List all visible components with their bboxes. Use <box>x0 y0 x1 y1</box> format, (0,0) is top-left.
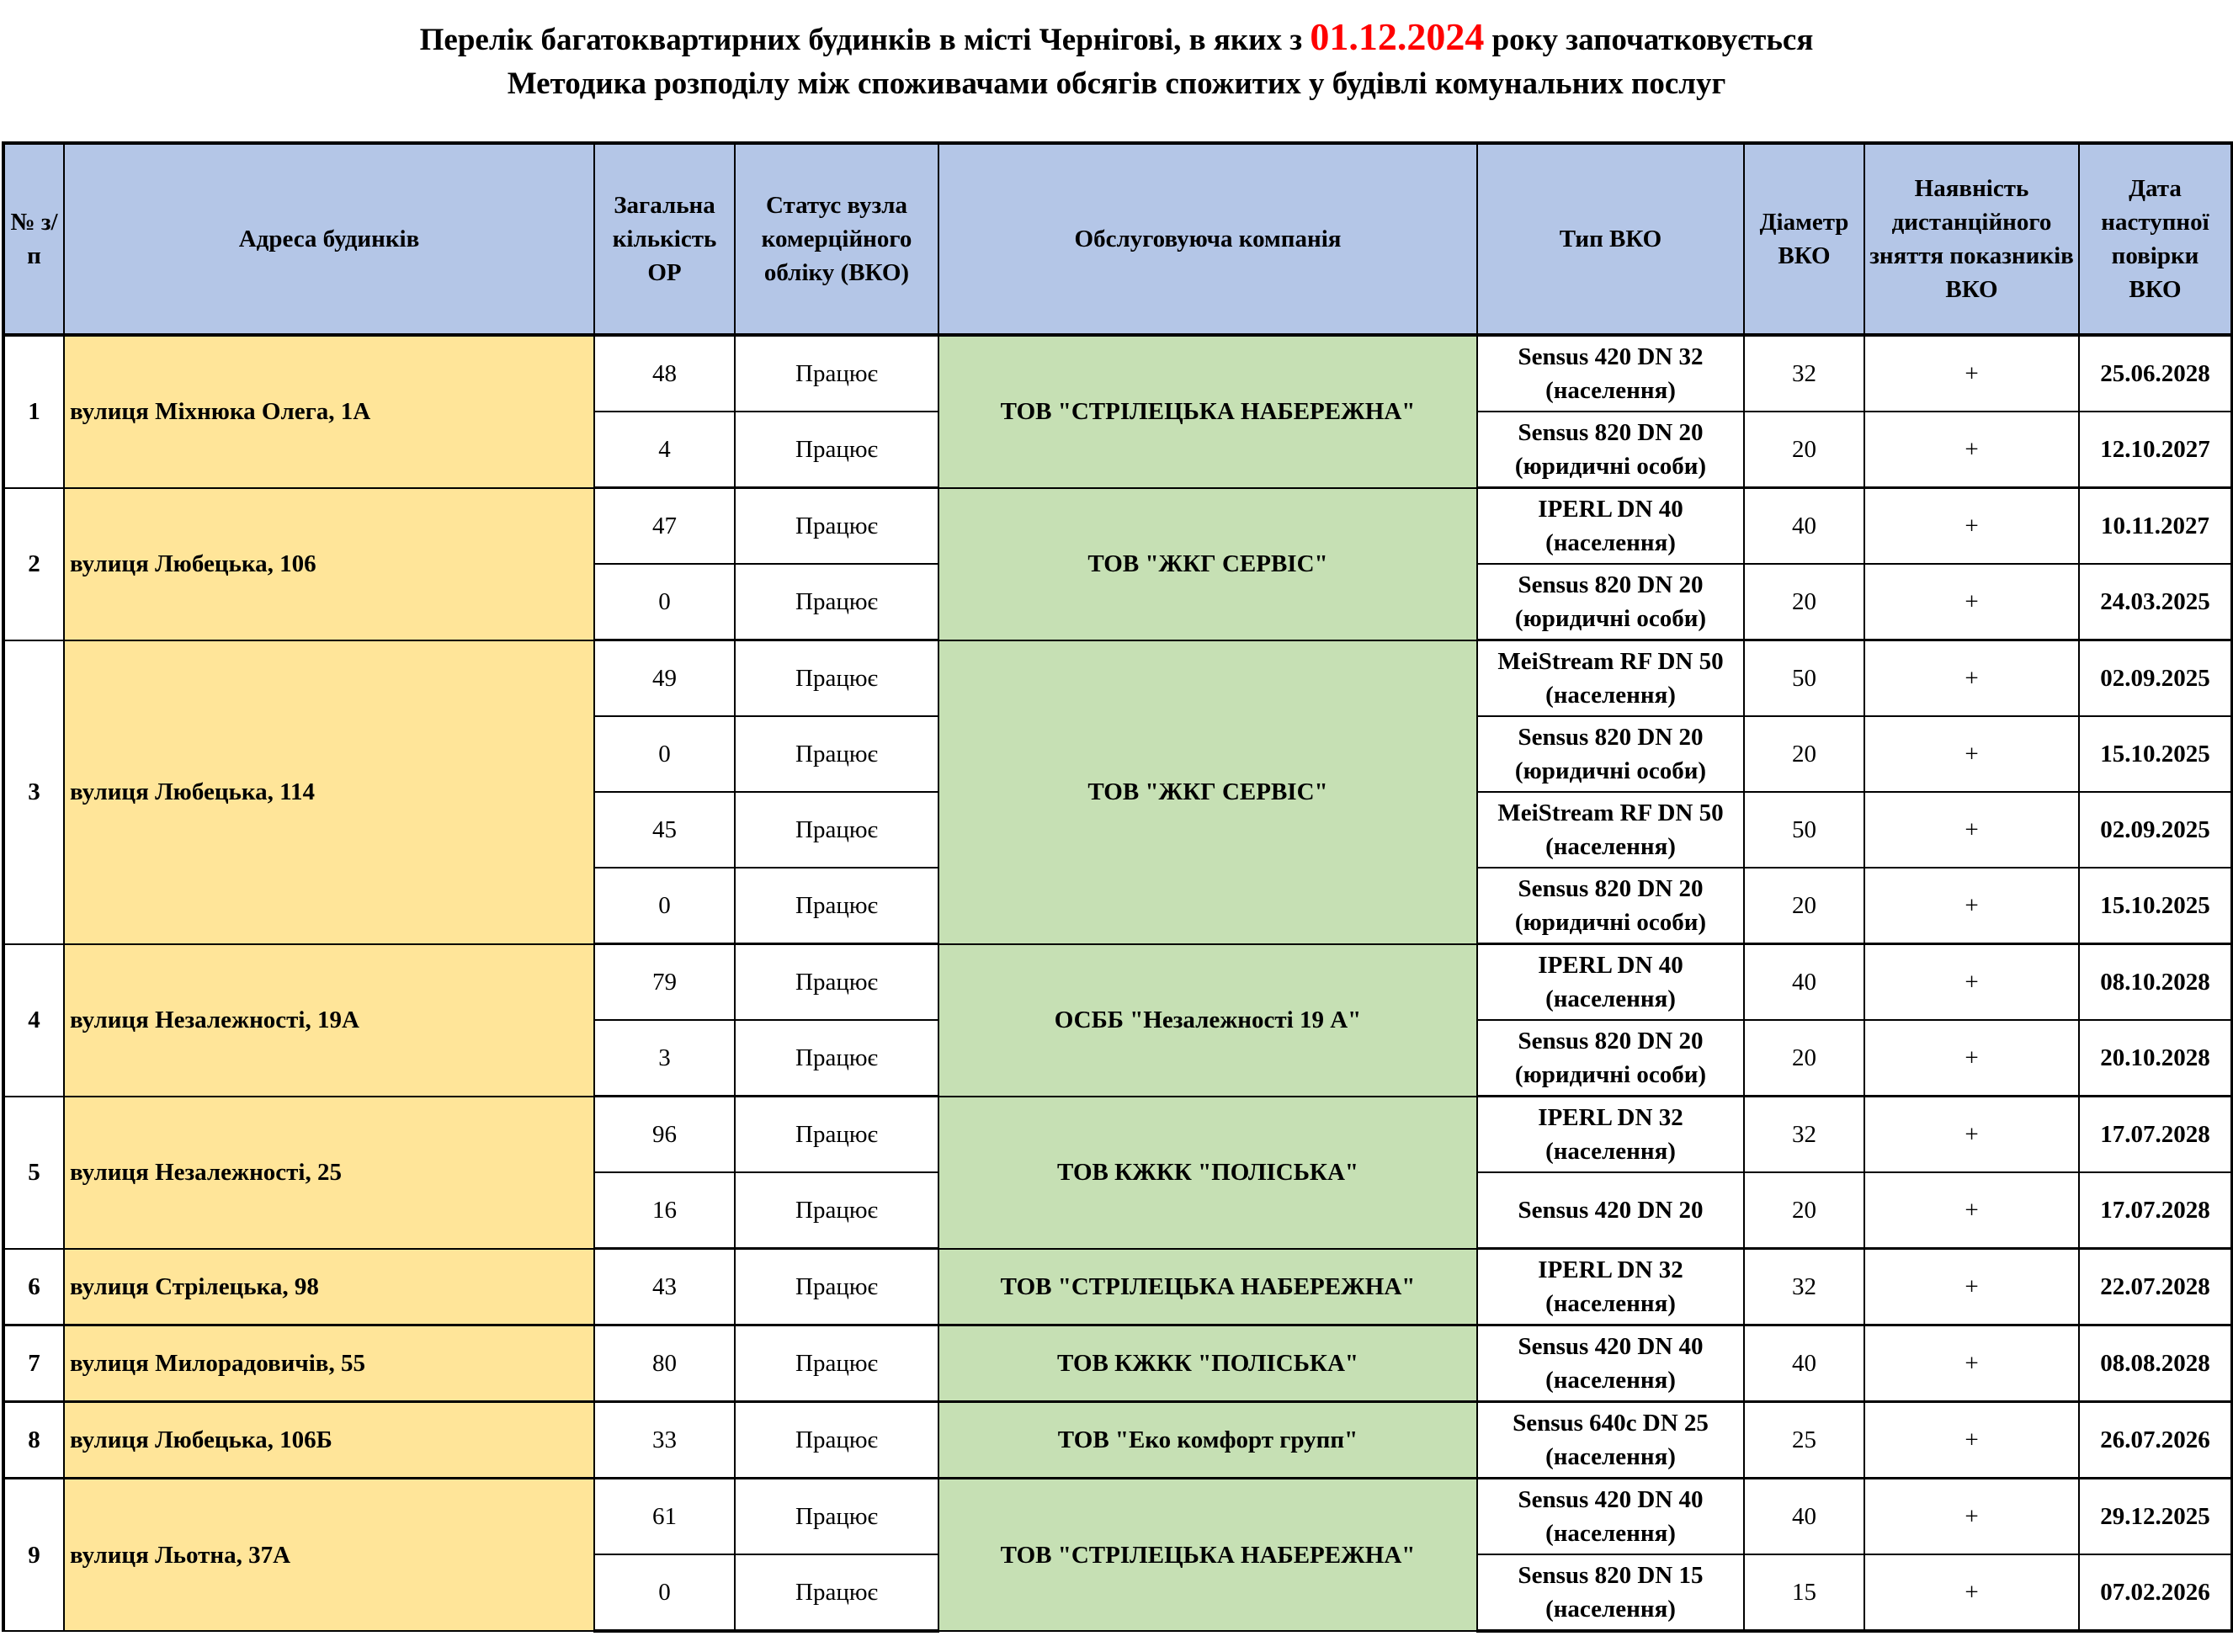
meter-diameter: 25 <box>1744 1402 1864 1479</box>
remote-reading: + <box>1864 640 2079 717</box>
remote-reading: + <box>1864 944 2079 1021</box>
meter-diameter: 40 <box>1744 944 1864 1021</box>
table-body <box>3 335 2232 1631</box>
remote-reading: + <box>1864 335 2079 412</box>
or-count: 4 <box>594 412 735 488</box>
table-row <box>3 1325 2232 1402</box>
meter-type <box>1477 1249 1744 1325</box>
meter-diameter: 20 <box>1744 1020 1864 1097</box>
next-check-date: 29.12.2025 <box>2079 1479 2232 1555</box>
header-status: Статус вузла комерційного обліку (ВКО) <box>735 143 938 335</box>
meter-status: Працює <box>735 488 938 565</box>
meter-status: Працює <box>735 792 938 868</box>
meter-status: Працює <box>735 1479 938 1555</box>
meter-type-model: Sensus 420 DN 40 <box>1518 1333 1704 1360</box>
remote-reading: + <box>1864 868 2079 944</box>
meter-type <box>1477 1402 1744 1479</box>
meter-type-model: Sensus 420 DN 40 <box>1518 1486 1704 1513</box>
row-number: 4 <box>3 944 64 1097</box>
meter-type <box>1477 640 1744 717</box>
next-check-date: 08.10.2028 <box>2079 944 2232 1021</box>
meter-type <box>1477 1097 1744 1173</box>
meter-type-model: Sensus 420 DN 20 <box>1518 1197 1704 1224</box>
remote-reading: + <box>1864 564 2079 640</box>
meter-status: Працює <box>735 716 938 792</box>
row-number: 8 <box>3 1402 64 1479</box>
meter-type <box>1477 488 1744 565</box>
meter-diameter: 20 <box>1744 1172 1864 1249</box>
row-number: 5 <box>3 1097 64 1249</box>
building-address: вулиця Стрілецька, 98 <box>64 1249 594 1325</box>
meter-type-note: (юридичні особи) <box>1514 909 1707 936</box>
meter-diameter: 32 <box>1744 1097 1864 1173</box>
row-number: 7 <box>3 1325 64 1402</box>
or-count: 49 <box>594 640 735 717</box>
remote-reading: + <box>1864 1172 2079 1249</box>
meter-status: Працює <box>735 868 938 944</box>
meter-type-note: (населення) <box>1545 1367 1676 1394</box>
meter-type-note: (населення) <box>1545 1520 1676 1547</box>
building-address: вулиця Любецька, 106Б <box>64 1402 594 1479</box>
meter-status: Працює <box>735 335 938 412</box>
building-address: вулиця Міхнюка Олега, 1А <box>64 335 594 488</box>
meter-diameter: 20 <box>1744 868 1864 944</box>
building-address: вулиця Незалежності, 25 <box>64 1097 594 1249</box>
title-text-before: Перелік багатоквартирних будинків в місті Чернігові, в яких з <box>419 23 1311 57</box>
meter-type-note: (населення) <box>1545 529 1676 556</box>
next-check-date: 25.06.2028 <box>2079 335 2232 412</box>
meter-diameter: 20 <box>1744 564 1864 640</box>
title-line-1 <box>0 15 2233 62</box>
header-or-count: Загальна кількість ОР <box>594 143 735 335</box>
next-check-date: 07.02.2026 <box>2079 1554 2232 1631</box>
meter-type <box>1477 1172 1744 1249</box>
or-count: 33 <box>594 1402 735 1479</box>
or-count: 0 <box>594 1554 735 1631</box>
meter-status: Працює <box>735 1249 938 1325</box>
or-count: 47 <box>594 488 735 565</box>
meter-diameter: 50 <box>1744 640 1864 717</box>
meter-status: Працює <box>735 944 938 1021</box>
remote-reading: + <box>1864 1402 2079 1479</box>
meter-status: Працює <box>735 1020 938 1097</box>
remote-reading: + <box>1864 1097 2079 1173</box>
or-count: 48 <box>594 335 735 412</box>
meter-diameter: 50 <box>1744 792 1864 868</box>
meter-type-model: Sensus 820 DN 20 <box>1518 1028 1704 1054</box>
header-diameter: Діаметр ВКО <box>1744 143 1864 335</box>
meter-diameter: 32 <box>1744 335 1864 412</box>
service-company: ТОВ "ЖКГ СЕРВІС" <box>938 640 1477 944</box>
table-row <box>3 1402 2232 1479</box>
remote-reading: + <box>1864 1479 2079 1555</box>
meter-type-model: Sensus 640c DN 25 <box>1513 1410 1709 1437</box>
table-row <box>3 335 2232 412</box>
remote-reading: + <box>1864 1554 2079 1631</box>
next-check-date: 08.08.2028 <box>2079 1325 2232 1402</box>
meter-type <box>1477 1325 1744 1402</box>
meter-type <box>1477 1479 1744 1555</box>
meter-status: Працює <box>735 1554 938 1631</box>
buildings-table <box>2 141 2233 1633</box>
row-number: 2 <box>3 488 64 640</box>
remote-reading: + <box>1864 1249 2079 1325</box>
or-count: 0 <box>594 868 735 944</box>
meter-type-model: Sensus 820 DN 20 <box>1518 571 1704 598</box>
meter-type-model: IPERL DN 32 <box>1538 1104 1683 1131</box>
remote-reading: + <box>1864 1020 2079 1097</box>
meter-type-model: MeiStream RF DN 50 <box>1497 799 1724 826</box>
next-check-date: 15.10.2025 <box>2079 716 2232 792</box>
meter-type <box>1477 412 1744 488</box>
remote-reading: + <box>1864 1325 2079 1402</box>
meter-status: Працює <box>735 412 938 488</box>
table-row <box>3 1097 2232 1173</box>
meter-diameter: 15 <box>1744 1554 1864 1631</box>
building-address: вулиця Любецька, 106 <box>64 488 594 640</box>
meter-type-model: IPERL DN 40 <box>1538 952 1683 979</box>
header-number: № з/п <box>3 143 64 335</box>
service-company: ТОВ КЖКК "ПОЛІСЬКА" <box>938 1097 1477 1249</box>
or-count: 3 <box>594 1020 735 1097</box>
meter-type-note: (населення) <box>1545 1596 1676 1623</box>
meter-type-note: (населення) <box>1545 1138 1676 1165</box>
header-next-check-date: Дата наступної повірки ВКО <box>2079 143 2232 335</box>
row-number: 6 <box>3 1249 64 1325</box>
table-row <box>3 1249 2232 1325</box>
or-count: 16 <box>594 1172 735 1249</box>
or-count: 0 <box>594 564 735 640</box>
meter-type-note: (юридичні особи) <box>1514 757 1707 784</box>
meter-type <box>1477 944 1744 1021</box>
meter-type-note: (юридичні особи) <box>1514 1061 1707 1088</box>
meter-type-model: MeiStream RF DN 50 <box>1497 648 1724 675</box>
service-company: ТОВ КЖКК "ПОЛІСЬКА" <box>938 1325 1477 1402</box>
meter-type-model: Sensus 420 DN 32 <box>1518 343 1704 370</box>
next-check-date: 15.10.2025 <box>2079 868 2232 944</box>
meter-type-model: IPERL DN 40 <box>1538 496 1683 523</box>
table-row <box>3 640 2232 717</box>
meter-type-model: IPERL DN 32 <box>1538 1256 1683 1283</box>
meter-type-note: (населення) <box>1545 377 1676 404</box>
meter-type <box>1477 335 1744 412</box>
meter-type-model: Sensus 820 DN 15 <box>1518 1562 1704 1589</box>
title-date: 01.12.2024 <box>1310 15 1485 58</box>
meter-diameter: 40 <box>1744 1479 1864 1555</box>
next-check-date: 02.09.2025 <box>2079 792 2232 868</box>
building-address: вулиця Любецька, 114 <box>64 640 594 944</box>
row-number: 3 <box>3 640 64 944</box>
or-count: 80 <box>594 1325 735 1402</box>
service-company: ТОВ "ЖКГ СЕРВІС" <box>938 488 1477 640</box>
meter-type <box>1477 792 1744 868</box>
title-line-2: Методика розподілу між споживачами обсягів спожитих у будівлі комунальних послуг <box>507 66 1726 101</box>
document-title <box>0 15 2233 106</box>
meter-diameter: 40 <box>1744 1325 1864 1402</box>
header-address: Адреса будинків <box>64 143 594 335</box>
building-address: вулиця Незалежності, 19А <box>64 944 594 1097</box>
table-row <box>3 1479 2232 1555</box>
next-check-date: 12.10.2027 <box>2079 412 2232 488</box>
meter-status: Працює <box>735 1325 938 1402</box>
meter-diameter: 20 <box>1744 412 1864 488</box>
meter-type-model: Sensus 820 DN 20 <box>1518 875 1704 902</box>
or-count: 45 <box>594 792 735 868</box>
meter-diameter: 40 <box>1744 488 1864 565</box>
meter-type <box>1477 868 1744 944</box>
header-remote-reading: Наявність дистанційного зняття показників ВКО <box>1864 143 2079 335</box>
next-check-date: 10.11.2027 <box>2079 488 2232 565</box>
meter-type <box>1477 1554 1744 1631</box>
table-row <box>3 488 2232 565</box>
meter-type-note: (населення) <box>1545 1290 1676 1317</box>
table-header-row <box>3 143 2232 335</box>
or-count: 79 <box>594 944 735 1021</box>
meter-type-model: Sensus 820 DN 20 <box>1518 419 1704 446</box>
meter-type-note: (населення) <box>1545 833 1676 860</box>
meter-diameter: 20 <box>1744 716 1864 792</box>
meter-type <box>1477 716 1744 792</box>
table-row <box>3 944 2232 1021</box>
next-check-date: 02.09.2025 <box>2079 640 2232 717</box>
meter-type-note: (населення) <box>1545 682 1676 709</box>
building-address: вулиця Льотна, 37А <box>64 1479 594 1632</box>
service-company: ТОВ "СТРІЛЕЦЬКА НАБЕРЕЖНА" <box>938 1249 1477 1325</box>
row-number: 9 <box>3 1479 64 1632</box>
meter-status: Працює <box>735 564 938 640</box>
or-count: 43 <box>594 1249 735 1325</box>
next-check-date: 20.10.2028 <box>2079 1020 2232 1097</box>
meter-type-note: (населення) <box>1545 1443 1676 1470</box>
service-company: ТОВ "СТРІЛЕЦЬКА НАБЕРЕЖНА" <box>938 335 1477 488</box>
next-check-date: 22.07.2028 <box>2079 1249 2232 1325</box>
meter-diameter: 32 <box>1744 1249 1864 1325</box>
or-count: 0 <box>594 716 735 792</box>
remote-reading: + <box>1864 412 2079 488</box>
remote-reading: + <box>1864 716 2079 792</box>
meter-type-model: Sensus 820 DN 20 <box>1518 724 1704 751</box>
header-meter-type: Тип ВКО <box>1477 143 1744 335</box>
meter-type <box>1477 564 1744 640</box>
next-check-date: 26.07.2026 <box>2079 1402 2232 1479</box>
meter-type-note: (юридичні особи) <box>1514 453 1707 480</box>
service-company: ТОВ "Еко комфорт групп" <box>938 1402 1477 1479</box>
meter-status: Працює <box>735 1172 938 1249</box>
service-company: ОСББ "Незалежності 19 А" <box>938 944 1477 1097</box>
meter-type-note: (населення) <box>1545 985 1676 1012</box>
or-count: 96 <box>594 1097 735 1173</box>
row-number: 1 <box>3 335 64 488</box>
title-text-after: року започатковується <box>1484 23 1814 57</box>
remote-reading: + <box>1864 792 2079 868</box>
next-check-date: 17.07.2028 <box>2079 1097 2232 1173</box>
service-company: ТОВ "СТРІЛЕЦЬКА НАБЕРЕЖНА" <box>938 1479 1477 1632</box>
meter-status: Працює <box>735 640 938 717</box>
meter-status: Працює <box>735 1402 938 1479</box>
next-check-date: 24.03.2025 <box>2079 564 2232 640</box>
next-check-date: 17.07.2028 <box>2079 1172 2232 1249</box>
remote-reading: + <box>1864 488 2079 565</box>
or-count: 61 <box>594 1479 735 1555</box>
meter-type <box>1477 1020 1744 1097</box>
building-address: вулиця Милорадовичів, 55 <box>64 1325 594 1402</box>
meter-status: Працює <box>735 1097 938 1173</box>
meter-type-note: (юридичні особи) <box>1514 605 1707 632</box>
header-company: Обслуговуюча компанія <box>938 143 1477 335</box>
